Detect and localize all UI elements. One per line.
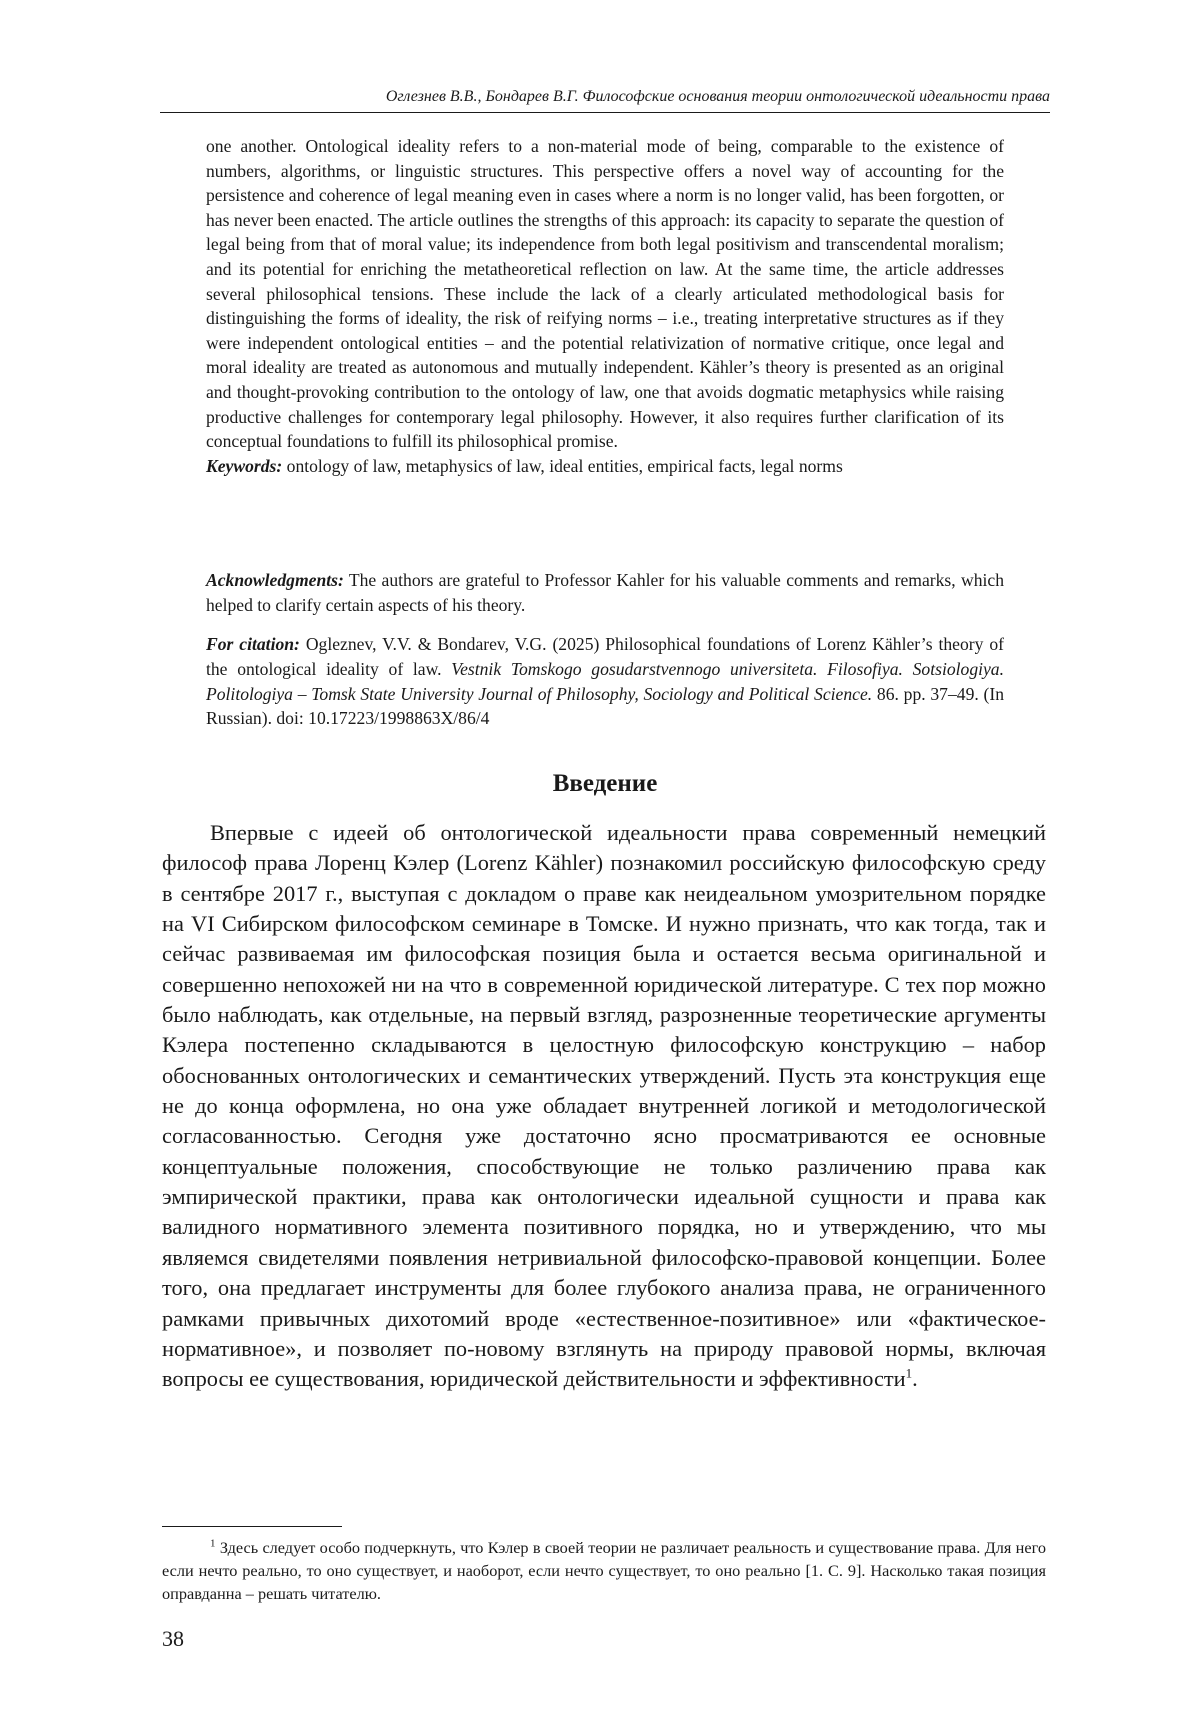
body-end-punct: .: [912, 1366, 918, 1392]
keywords-line: [206, 454, 1004, 479]
acknowledgments-label: Acknowledgments:: [206, 570, 344, 590]
footnote: [162, 1536, 1046, 1605]
citation-details: 86. pp. 37–49. (In Russian). doi: 10.17223/1998863X/86/4: [206, 683, 1005, 729]
acknowledgments: [206, 568, 1004, 618]
citation-authors-title: Ogleznev, V.V. & Bondarev, V.G. (2025) Philosophical foundations of Lorenz Kähler’s theory of the ontological ideality of law.: [206, 634, 1004, 679]
abstract: [206, 134, 1004, 478]
citation-journal: Vestnik Tomskogo gosudarstvennogo universiteta. Filosofiya. Sotsiologiya. Politologiya – Tomsk State University Journal of Philosophy, Sociology and Political Science.: [206, 658, 1005, 704]
body-paragraph-text: Впервые с идеей об онтологической идеальности права современный немецкий философ права Лоренц Кэлер (Lorenz Kähler) познакомил российскую философскую среду в сентябре 2017 г., выступая с докладом о праве как неидеальном умозрительном порядке на VI Сибирском философском семинаре в Томске. И нужно признать, что как тогда, так и сейчас развиваемая им философская позиция была и остается весьма оригинальной и совершенно непохожей ни на что в современной юридической литературе. С тех пор можно было наблюдать, как отдельные, на первый взгляд, разрозненные теоретические аргументы Кэлера постепенно складываются в целостную философскую конструкцию – набор обоснованных онтологических и семантических утверждений. Пусть эта конструкция еще не до конца оформлена, но она уже обладает внутренней логикой и методологической согласованностью. Сегодня уже достаточно ясно просматриваются ее основные концептуальные положения, способствующие не только различению права как эмпирической практики, права как онтологически идеальной сущности и права как валидного нормативного элемента позитивного порядка, но и утверждению, что мы являемся свидетелями появления нетривиальной философско-правовой концепции. Более того, она предлагает инструменты для более глубокого анализа права, не ограниченного рамками привычных дихотомий вроде «естественное-позитивное» или «фактическое-нормативное», и позволяет по-новому взглянуть на природу правовой нормы, включая вопросы ее существования, юридической действительности и эффективности: [162, 820, 1046, 1392]
footnote-marker: 1: [210, 1537, 216, 1550]
footnote-rule: [162, 1526, 342, 1527]
running-header: Оглезнев В.В., Бондарев В.Г. Философские основания теории онтологической идеальности права: [385, 88, 1050, 105]
keywords-label: Keywords:: [206, 455, 283, 476]
header-rule: [160, 112, 1050, 113]
abstract-text: one another. Ontological ideality refers to a non-material mode of being, comparable to the existence of numbers, algorithms, or linguistic structures. This perspective offers a novel way of accounting for the persistence and coherence of legal meaning even in cases where a norm is no longer valid, has been forgotten, or has never been enacted. The article outlines the strengths of this approach: its capacity to separate the question of legal being from that of moral value; its independence from both legal positivism and transcendental moralism; and its potential for enriching the metatheoretical reflection on law. At the same time, the article addresses several philosophical tensions. These include the lack of a clearly articulated methodological basis for distinguishing the forms of ideality, the risk of reifying norms – i.e., treating interpretative structures as if they were independent ontological entities – and the potential relativization of normative critique, once legal and moral ideality are treated as autonomous and mutually independent. Kähler’s theory is presented as an original and thought-provoking contribution to the ontology of law, one that avoids dogmatic metaphysics while raising productive challenges for contemporary legal philosophy. However, it also requires further clarification of its conceptual foundations to fulfill its philosophical promise.: [206, 136, 1004, 452]
footnote-text: Здесь следует особо подчеркнуть, что Кэлер в своей теории не различает реальность и существование права. Для него если нечто реально, то оно существует, и наоборот, если нечто существует, то оно реально [1. С. 9]. Насколько такая позиция оправданна – решать читателю.: [162, 1538, 1046, 1603]
acknowledgments-text: The authors are grateful to Professor Kahler for his valuable comments and remarks, which helped to clarify certain aspects of his theory.: [206, 570, 1004, 615]
citation-label: For citation:: [206, 634, 300, 654]
body-paragraph: [162, 818, 1046, 1395]
page-number: 38: [162, 1626, 184, 1651]
section-title: Введение: [552, 770, 658, 797]
footnote-reference[interactable]: 1: [905, 1365, 913, 1381]
citation: [206, 632, 1004, 731]
keywords-text: ontology of law, metaphysics of law, ideal entities, empirical facts, legal norms: [286, 455, 843, 476]
